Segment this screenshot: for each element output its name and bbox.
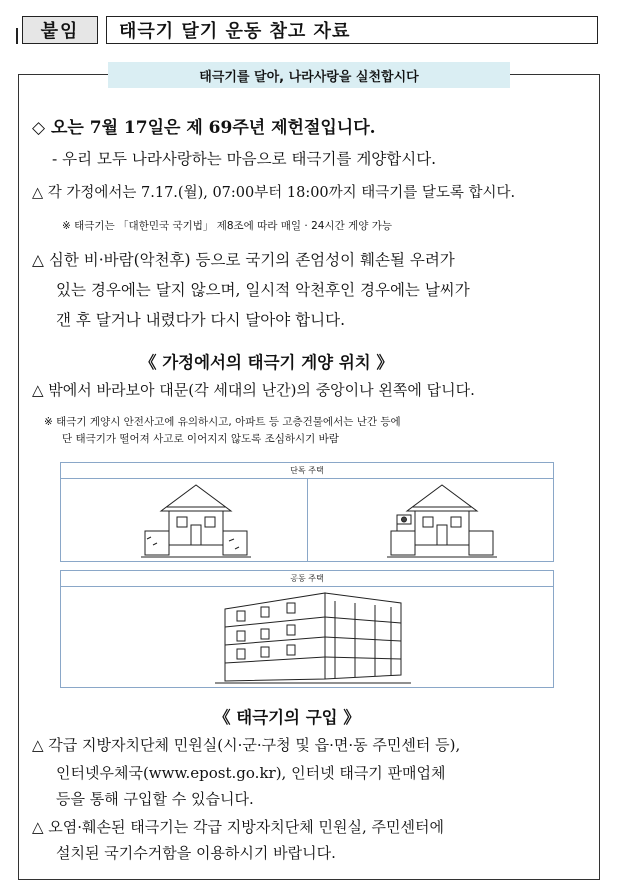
position-line: △ 밖에서 바라보아 대문(각 세대의 난간)의 중앙이나 왼쪽에 답니다. [32, 381, 475, 399]
detached-house-left-image [141, 481, 251, 559]
apartment-illustration-frame [60, 570, 554, 688]
apartment-frame-label: 공동 주택 [61, 571, 553, 587]
detached-house-right-image [387, 481, 497, 559]
flag-law-note: ※ 태극기는 「대한민국 국기법」 제8조에 따라 매일 · 24시간 게양 가능 [62, 220, 392, 232]
safety-note-2: 단 태극기가 떨어져 사고로 이어지지 않도록 조심하시기 바람 [62, 433, 339, 445]
section-title-position: 《 가정에서의 태극기 게양 위치 》 [140, 353, 393, 372]
disposal-line-2: 설치된 국기수거함을 이용하시기 바랍니다. [56, 844, 336, 862]
disposal-line-1: △ 오염·훼손된 태극기는 각급 지방자치단체 민원실, 주민센터에 [32, 818, 444, 836]
weather-line-3: 갠 후 달거나 내렸다가 다시 달아야 합니다. [56, 311, 346, 329]
intro-line-flag-raising: - 우리 모두 나라사랑하는 마음으로 태극기를 게양합시다. [52, 150, 437, 168]
weather-line-1: △ 심한 비·바람(악천후) 등으로 국기의 존엄성이 훼손될 우려가 [32, 251, 455, 269]
campaign-subtitle: 태극기를 달아, 나라사랑을 실천합시다 [108, 62, 510, 88]
purchase-line-2: 인터넷우체국(www.epost.go.kr), 인터넷 태극기 판매업체 [56, 764, 446, 782]
house-frame-label: 단독 주택 [61, 463, 553, 479]
box-top-border-left [18, 74, 108, 75]
safety-note-1: ※ 태극기 게양시 안전사고에 유의하시고, 아파트 등 고층건물에서는 난간 등에 [44, 416, 401, 428]
intro-line-schedule: △ 각 가정에서는 7.17.(월), 07:00부터 18:00까지 태극기를 달도록 합시다. [32, 185, 516, 201]
apartment-building-image [215, 589, 411, 685]
weather-line-2: 있는 경우에는 달지 않으며, 일시적 악천후인 경우에는 날씨가 [56, 281, 470, 299]
box-top-border-right [510, 74, 600, 75]
constitution-day-heading: ◇ 오는 7월 17일은 제 69주년 제헌절입니다. [32, 118, 376, 138]
house-frame-divider [307, 479, 308, 562]
header-bar-mark [16, 28, 18, 44]
house-illustration-frame [60, 462, 554, 562]
purchase-line-3: 등을 통해 구입할 수 있습니다. [56, 790, 254, 808]
purchase-line-1: △ 각급 지방자치단체 민원실(시·군·구청 및 읍·면·동 주민센터 등), [32, 736, 461, 754]
document-title: 태극기 달기 운동 참고 자료 [106, 16, 598, 44]
attachment-tag: 붙임 [22, 16, 98, 44]
section-title-purchase: 《 태극기의 구입 》 [214, 708, 360, 727]
